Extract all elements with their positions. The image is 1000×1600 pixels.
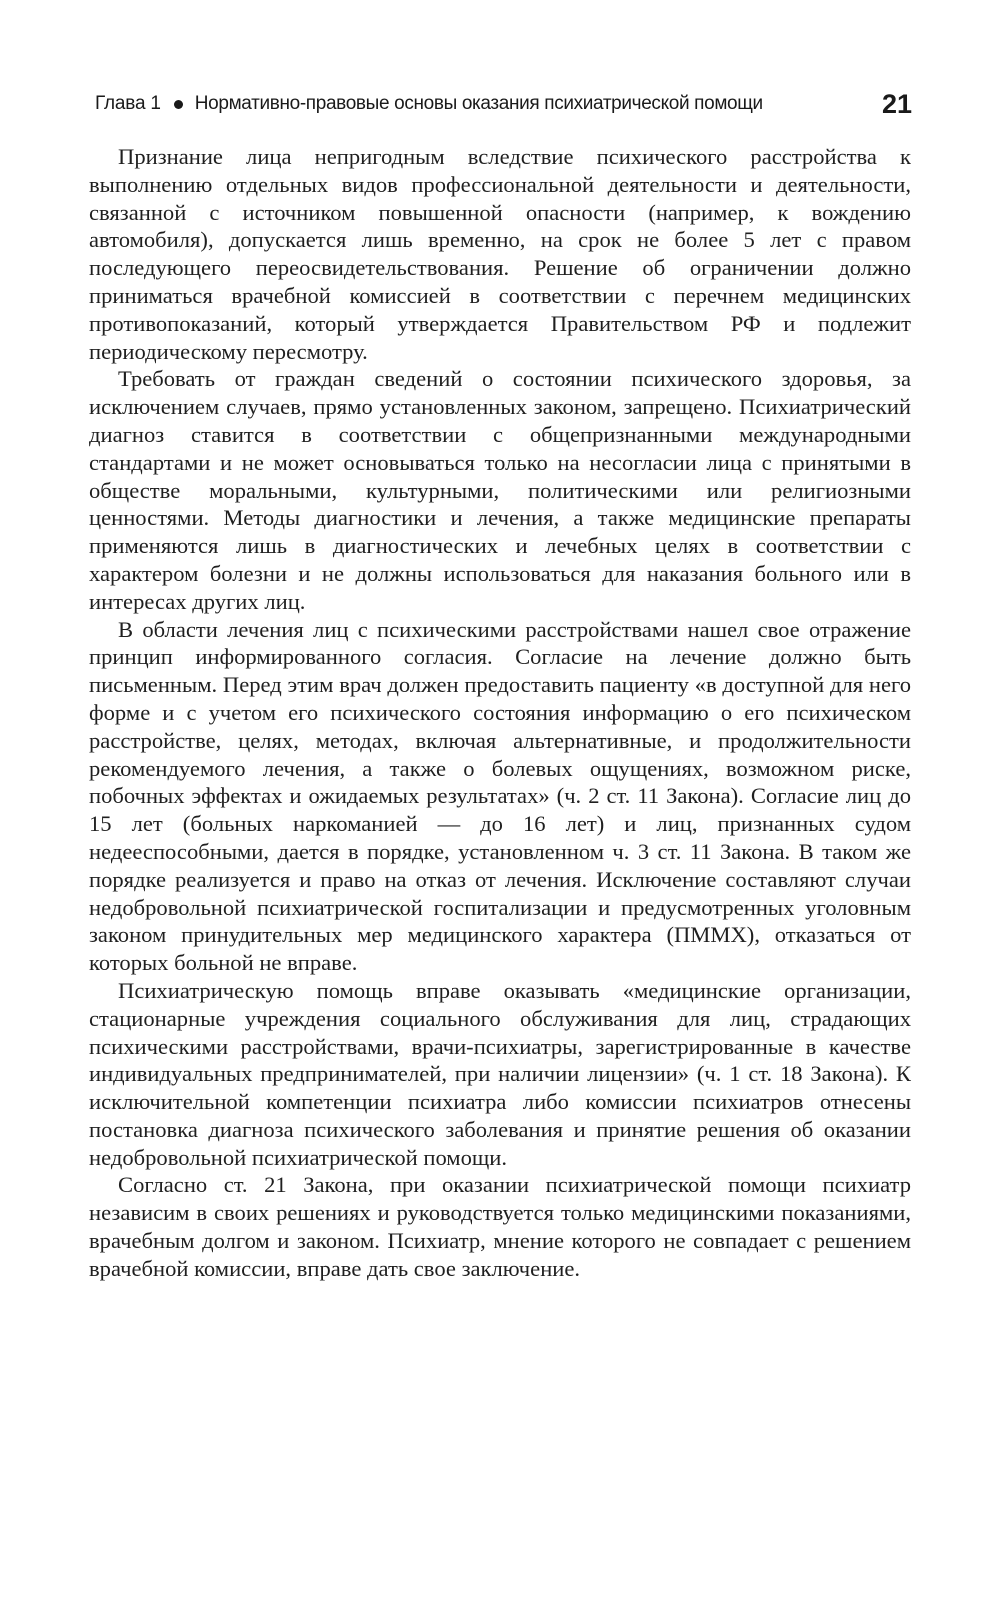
paragraph: В области лечения лиц с психическими расстройствами нашел свое отражение принцип информированного согласия. Согласие на лечение должно быть письменным. Перед этим врач должен предоставить пациенту «в доступной для него форме и с учетом его психического состояния информацию о его психическом расстройстве, целях, методах, включая альтернативные, и продолжительности рекомендуемого лечения, а также о болевых ощущениях, возможном риске, побочных эффектах и ожидаемых результатах» (ч. 2 ст. 11 Закона). Согласие лиц до 15 лет (больных наркоманией — до 16 лет) и лиц, признанных судом недееспособными, дается в порядке, установленном ч. 3 ст. 11 Закона. В таком же порядке реализуется и право на отказ от лечения. Исключение составляют случаи недобровольной психиатрической госпитализации и предусмотренных уголовным законом принудительных мер медицинского характера (ПММХ), отказаться от которых больной не вправе. [89,616,911,976]
running-header [95,86,912,122]
page-number: 21 [881,89,912,119]
body-text [89,143,911,1283]
bullet-icon [174,100,183,109]
paragraph: Согласно ст. 21 Закона, при оказании психиатрической помощи психиатр независим в своих решениях и руководствуется только медицинскими показаниями, врачебным долгом и законом. Психиатр, мнение которого не совпадает с решением врачебной комиссии, вправе дать свое заключение. [89,1172,911,1281]
paragraph: Психиатрическую помощь вправе оказывать «медицинские организации, стационарные учреждения социального обслуживания для лиц, страдающих психическими расстройствами, врачи-психиатры, зарегистрированные в качестве индивидуальных предпринимателей, при наличии лицензии» (ч. 1 ст. 18 Закона). К исключительной компетенции психиатра либо комиссии психиатров отнесены постановка диагноза психического заболевания и принятие решения об оказании недобровольной психиатрической помощи. [89,977,911,1170]
chapter-label: Глава 1 [95,93,161,114]
paragraph: Требовать от граждан сведений о состоянии психического здоровья, за исключением случаев, прямо установленных законом, запрещено. Психиатрический диагноз ставится в соответствии с общепризнанными международными стандартами и не может основываться только на несогласии лица с принятыми в обществе моральными, культурными, политическими или религиозными ценностями. Методы диагностики и лечения, а также медицинские препараты применяются лишь в диагностических и лечебных целях в соответствии с характером болезни и не должны использоваться для наказания больного или в интересах других лиц. [89,366,911,614]
chapter-title: Нормативно-правовые основы оказания психиатрической помощи [194,93,763,114]
paragraph: Признание лица непригодным вследствие психического расстройства к выполнению отдельных видов профессиональной деятельности и деятельности, связанной с источником повышенной опасности (например, к вождению автомобиля), допускается лишь временно, на срок не более 5 лет с правом последующего переосвидетельствования. Решение об ограничении должно приниматься врачебной комиссией в соответствии с перечнем медицинских противопоказаний, который утверждается Правительством РФ и подлежит периодическому пересмотру. [89,144,911,364]
